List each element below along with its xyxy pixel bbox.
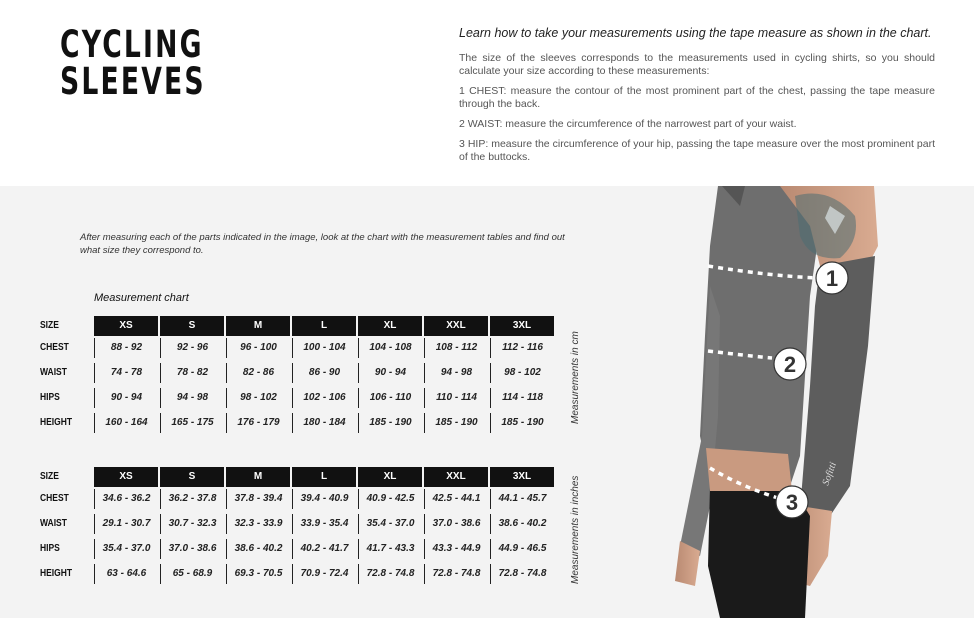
table-cell: 98 - 102: [490, 363, 554, 383]
table-cell: 72.8 - 74.8: [424, 564, 488, 584]
table-cell: 90 - 94: [94, 388, 158, 408]
size-header-row: [40, 467, 560, 487]
marker-3-label: 3: [785, 490, 799, 515]
row-label: WAIST: [40, 367, 67, 378]
table-cell: 29.1 - 30.7: [94, 514, 158, 534]
table-cell: 41.7 - 43.3: [358, 539, 422, 559]
table-row: [40, 338, 560, 358]
table-cell: 36.2 - 37.8: [160, 489, 224, 509]
table-cell: 94 - 98: [160, 388, 224, 408]
unit-label-inches: Measurements in inches: [570, 475, 581, 584]
table-row: [40, 539, 560, 559]
table-cell: 165 - 175: [160, 413, 224, 433]
size-header-cell: XL: [358, 467, 422, 487]
table-cell: 40.9 - 42.5: [358, 489, 422, 509]
table-cell: 102 - 106: [292, 388, 356, 408]
table-cell: 40.2 - 41.7: [292, 539, 356, 559]
size-header-cell: L: [292, 467, 356, 487]
table-cell: 185 - 190: [358, 413, 422, 433]
size-header-cell: XS: [94, 316, 158, 336]
size-header-cell: M: [226, 316, 290, 336]
table-cell: 160 - 164: [94, 413, 158, 433]
table-cell: 96 - 100: [226, 338, 290, 358]
table-cell: 92 - 96: [160, 338, 224, 358]
table-cell: 185 - 190: [424, 413, 488, 433]
table-cell: 70.9 - 72.4: [292, 564, 356, 584]
marker-2-label: 2: [783, 352, 797, 377]
table-cell: 38.6 - 40.2: [226, 539, 290, 559]
table-row: [40, 363, 560, 383]
table-cell: 72.8 - 74.8: [490, 564, 554, 584]
table-cell: 30.7 - 32.3: [160, 514, 224, 534]
table-cell: 74 - 78: [94, 363, 158, 383]
brand-text: Sofitti: [820, 460, 839, 488]
intro-paragraph: The size of the sleeves corresponds to the measurements used in cycling shirts, so you should calculate your size according to these measurements:: [459, 52, 935, 77]
chest-instruction: 1 CHEST: measure the contour of the most prominent part of the chest, passing the tape measure through the back.: [459, 85, 935, 110]
table-cell: 38.6 - 40.2: [490, 514, 554, 534]
size-header-cell: S: [160, 467, 224, 487]
row-label: SIZE: [40, 320, 59, 331]
intro-text: [459, 26, 935, 171]
table-cell: 37.0 - 38.6: [160, 539, 224, 559]
table-cell: 42.5 - 44.1: [424, 489, 488, 509]
table-cell: 104 - 108: [358, 338, 422, 358]
size-header-cell: 3XL: [490, 316, 554, 336]
table-cell: 185 - 190: [490, 413, 554, 433]
table-cell: 44.1 - 45.7: [490, 489, 554, 509]
row-label: SIZE: [40, 471, 59, 482]
table-cell: 43.3 - 44.9: [424, 539, 488, 559]
arm-sleeve: [800, 256, 875, 516]
table-cell: 69.3 - 70.5: [226, 564, 290, 584]
title-line-2: SLEEVES: [60, 60, 206, 103]
table-row: [40, 489, 560, 509]
table-cell: 37.8 - 39.4: [226, 489, 290, 509]
row-label: WAIST: [40, 518, 67, 529]
table-cell: 82 - 86: [226, 363, 290, 383]
size-header-row: [40, 316, 560, 336]
hip-instruction: 3 HIP: measure the circumference of your hip, passing the tape measure over the most prominent part of the buttocks.: [459, 138, 935, 163]
table-cell: 32.3 - 33.9: [226, 514, 290, 534]
table-cell: 72.8 - 74.8: [358, 564, 422, 584]
table-cell: 33.9 - 35.4: [292, 514, 356, 534]
marker-3: [776, 486, 808, 518]
table-cell: 106 - 110: [358, 388, 422, 408]
row-label: HIPS: [40, 392, 60, 403]
table-cell: 90 - 94: [358, 363, 422, 383]
table-cell: 37.0 - 38.6: [424, 514, 488, 534]
intro-lead: Learn how to take your measurements using the tape measure as shown in the chart.: [459, 26, 932, 40]
table-cell: 94 - 98: [424, 363, 488, 383]
instruction-note: After measuring each of the parts indicated in the image, look at the chart with the measurement tables and find out what size they correspond to.: [80, 232, 565, 256]
row-label: CHEST: [40, 493, 69, 504]
table-cell: 65 - 68.9: [160, 564, 224, 584]
table-cell: 108 - 112: [424, 338, 488, 358]
table-cell: 34.6 - 36.2: [94, 489, 158, 509]
size-header-cell: M: [226, 467, 290, 487]
table-cell: 39.4 - 40.9: [292, 489, 356, 509]
title-line-1: CYCLING: [60, 23, 204, 66]
waist-instruction: 2 WAIST: measure the circumference of the narrowest part of your waist.: [459, 118, 797, 130]
table-cell: 63 - 64.6: [94, 564, 158, 584]
size-header-cell: L: [292, 316, 356, 336]
table-cell: 114 - 118: [490, 388, 554, 408]
table-cell: 98 - 102: [226, 388, 290, 408]
table-cell: 112 - 116: [490, 338, 554, 358]
table-cell: 78 - 82: [160, 363, 224, 383]
chart-title: Measurement chart: [94, 292, 189, 304]
table-cell: 110 - 114: [424, 388, 488, 408]
row-label: CHEST: [40, 342, 69, 353]
table-cell: 100 - 104: [292, 338, 356, 358]
table-row: [40, 564, 560, 584]
row-label: HIPS: [40, 543, 60, 554]
table-cell: 44.9 - 46.5: [490, 539, 554, 559]
table-row: [40, 388, 560, 408]
waist-skin: [706, 448, 792, 491]
size-header-cell: 3XL: [490, 467, 554, 487]
unit-label-cm: Measurements in cm: [570, 331, 581, 424]
size-header-cell: S: [160, 316, 224, 336]
table-row: [40, 514, 560, 534]
table-cell: 180 - 184: [292, 413, 356, 433]
size-header-cell: XXL: [424, 467, 488, 487]
marker-1-label: 1: [825, 266, 839, 291]
table-row: [40, 413, 560, 433]
table-cell: 176 - 179: [226, 413, 290, 433]
marker-1: [816, 262, 848, 294]
model-figure: [660, 186, 974, 618]
table-cell: 86 - 90: [292, 363, 356, 383]
row-label: HEIGHT: [40, 568, 73, 579]
table-cell: 35.4 - 37.0: [94, 539, 158, 559]
row-label: HEIGHT: [40, 417, 73, 428]
marker-2: [774, 348, 806, 380]
size-header-cell: XXL: [424, 316, 488, 336]
table-cell: 88 - 92: [94, 338, 158, 358]
page-title: [60, 23, 206, 103]
table-cell: 35.4 - 37.0: [358, 514, 422, 534]
size-header-cell: XL: [358, 316, 422, 336]
size-header-cell: XS: [94, 467, 158, 487]
